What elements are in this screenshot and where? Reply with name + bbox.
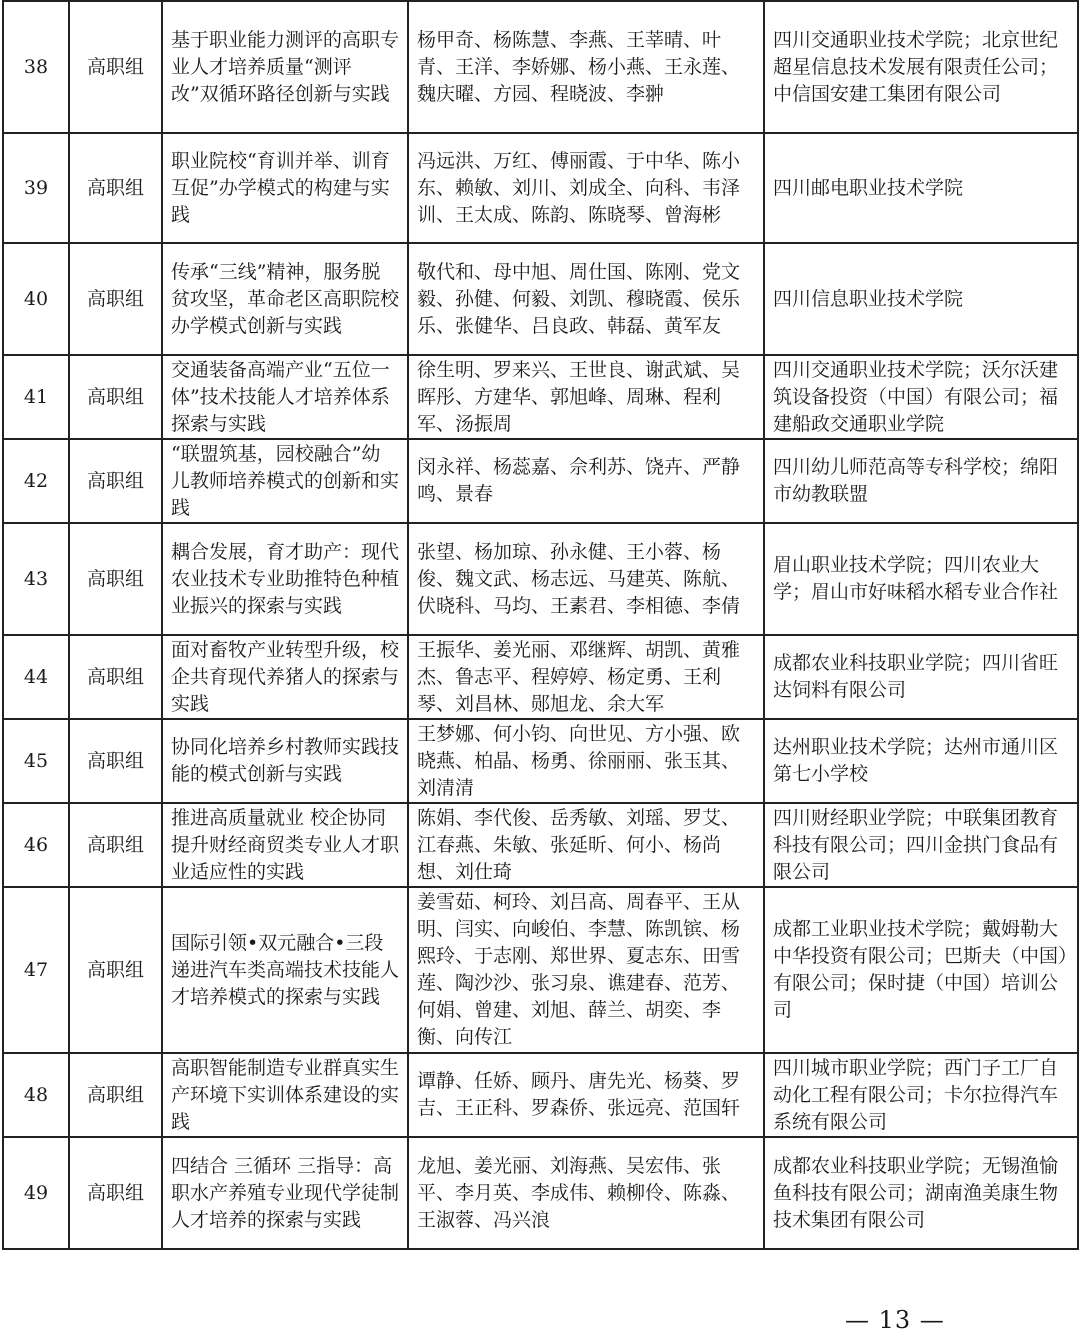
- table-row: [3, 439, 1078, 523]
- row-team-members: 冯远洪、万红、傅丽霞、于中华、陈小东、赖敏、刘川、刘成全、向科、韦泽训、王太成、陈韵、陈晓琴、曾海彬: [408, 133, 764, 243]
- row-organizations: 四川财经职业学院；中联集团教育科技有限公司；四川金拱门食品有限公司: [764, 803, 1078, 887]
- row-number: 49: [3, 1137, 69, 1249]
- row-group: 高职组: [69, 355, 162, 439]
- row-team-members: 杨甲奇、杨陈慧、李燕、王莘晴、叶青、王洋、李娇娜、杨小燕、王永莲、魏庆曜、方园、程晓波、李翀: [408, 1, 764, 133]
- row-project-title: 职业院校“育训并举、训育互促”办学模式的构建与实践: [162, 133, 408, 243]
- row-team-members: 王振华、姜光丽、邓继辉、胡凯、黄雅杰、鲁志平、程婷婷、杨定勇、王利琴、刘昌林、郧旭龙、余大军: [408, 635, 764, 719]
- row-number: 42: [3, 439, 69, 523]
- row-number: 43: [3, 523, 69, 635]
- row-project-title: 面对畜牧产业转型升级，校企共育现代养猪人的探索与实践: [162, 635, 408, 719]
- row-organizations: 成都工业职业技术学院；戴姆勒大中华投资有限公司；巴斯夫（中国）有限公司；保时捷（中国）培训公司: [764, 887, 1078, 1053]
- row-number: 47: [3, 887, 69, 1053]
- table-row: [3, 133, 1078, 243]
- table-row: [3, 243, 1078, 355]
- row-team-members: 闵永祥、杨蕊嘉、佘利苏、饶卉、严静鸣、景春: [408, 439, 764, 523]
- row-organizations: 四川邮电职业技术学院: [764, 133, 1078, 243]
- row-organizations: 四川幼儿师范高等专科学校；绵阳市幼教联盟: [764, 439, 1078, 523]
- row-number: 40: [3, 243, 69, 355]
- table-row: [3, 887, 1078, 1053]
- row-team-members: 龙旭、姜光丽、刘海燕、吴宏伟、张平、李月英、李成伟、赖柳伶、陈淼、王淑蓉、冯兴浪: [408, 1137, 764, 1249]
- row-number: 44: [3, 635, 69, 719]
- row-project-title: 四结合 三循环 三指导：高职水产养殖专业现代学徒制人才培养的探索与实践: [162, 1137, 408, 1249]
- row-group: 高职组: [69, 719, 162, 803]
- awards-table: [2, 0, 1079, 1250]
- row-team-members: 陈娟、李代俊、岳秀敏、刘瑶、罗艾、江春燕、朱敏、张延昕、何小、杨尚想、刘仕琦: [408, 803, 764, 887]
- table-row: [3, 803, 1078, 887]
- row-number: 48: [3, 1053, 69, 1137]
- row-team-members: 姜雪茹、柯玲、刘吕高、周春平、王从明、闫实、向峻伯、李慧、陈凯镔、杨熙玲、于志刚、郑世界、夏志东、田雪莲、陶沙沙、张习泉、谯建春、范芳、何娟、曾建、刘旭、薛兰、胡奕、李衡、向传江: [408, 887, 764, 1053]
- row-number: 39: [3, 133, 69, 243]
- row-group: 高职组: [69, 133, 162, 243]
- row-group: 高职组: [69, 1, 162, 133]
- row-team-members: 张望、杨加琼、孙永健、王小蓉、杨俊、魏文武、杨志远、马建英、陈航、伏晓科、马均、王素君、李相德、李倩: [408, 523, 764, 635]
- row-project-title: 推进高质量就业 校企协同提升财经商贸类专业人才职业适应性的实践: [162, 803, 408, 887]
- row-project-title: 交通装备高端产业“五位一体”技术技能人才培养体系探索与实践: [162, 355, 408, 439]
- row-group: 高职组: [69, 523, 162, 635]
- row-team-members: 谭静、任娇、顾丹、唐先光、杨葵、罗吉、王正科、罗森侨、张远亮、范国轩: [408, 1053, 764, 1137]
- row-team-members: 敬代和、母中旭、周仕国、陈刚、党文毅、孙健、何毅、刘凯、穆晓霞、侯乐乐、张健华、吕良政、韩磊、黄军友: [408, 243, 764, 355]
- row-organizations: 达州职业技术学院；达州市通川区第七小学校: [764, 719, 1078, 803]
- row-project-title: 传承“三线”精神，服务脱贫攻坚，革命老区高职院校办学模式创新与实践: [162, 243, 408, 355]
- table-row: [3, 1137, 1078, 1249]
- row-group: 高职组: [69, 635, 162, 719]
- table-row: [3, 1053, 1078, 1137]
- row-group: 高职组: [69, 1053, 162, 1137]
- row-project-title: 协同化培养乡村教师实践技能的模式创新与实践: [162, 719, 408, 803]
- row-group: 高职组: [69, 887, 162, 1053]
- row-organizations: 四川信息职业技术学院: [764, 243, 1078, 355]
- row-organizations: 四川交通职业技术学院；北京世纪超星信息技术发展有限责任公司；中信国安建工集团有限公司: [764, 1, 1078, 133]
- row-group: 高职组: [69, 803, 162, 887]
- row-number: 45: [3, 719, 69, 803]
- row-project-title: 基于职业能力测评的高职专业人才培养质量“测评改”双循环路径创新与实践: [162, 1, 408, 133]
- row-group: 高职组: [69, 243, 162, 355]
- row-organizations: 四川交通职业技术学院；沃尔沃建筑设备投资（中国）有限公司；福建船政交通职业学院: [764, 355, 1078, 439]
- row-number: 41: [3, 355, 69, 439]
- row-group: 高职组: [69, 439, 162, 523]
- row-project-title: “联盟筑基，园校融合”幼儿教师培养模式的创新和实践: [162, 439, 408, 523]
- row-project-title: 耦合发展，育才助产：现代农业技术专业助推特色种植业振兴的探索与实践: [162, 523, 408, 635]
- row-team-members: 王梦娜、何小钧、向世见、方小强、欧晓燕、柏晶、杨勇、徐丽丽、张玉其、刘清清: [408, 719, 764, 803]
- row-team-members: 徐生明、罗来兴、王世良、谢武斌、吴晖彤、方建华、郭旭峰、周琳、程利军、汤振周: [408, 355, 764, 439]
- row-group: 高职组: [69, 1137, 162, 1249]
- row-number: 38: [3, 1, 69, 133]
- table-row: [3, 1, 1078, 133]
- row-project-title: 高职智能制造专业群真实生产环境下实训体系建设的实践: [162, 1053, 408, 1137]
- table-row: [3, 635, 1078, 719]
- page-number: — 13 —: [845, 1306, 945, 1334]
- table-row: [3, 719, 1078, 803]
- row-organizations: 眉山职业技术学院；四川农业大学；眉山市好味稻水稻专业合作社: [764, 523, 1078, 635]
- table-row: [3, 355, 1078, 439]
- row-organizations: 四川城市职业学院；西门子工厂自动化工程有限公司；卡尔拉得汽车系统有限公司: [764, 1053, 1078, 1137]
- row-organizations: 成都农业科技职业学院；四川省旺达饲料有限公司: [764, 635, 1078, 719]
- row-organizations: 成都农业科技职业学院；无锡渔愉鱼科技有限公司；湖南渔美康生物技术集团有限公司: [764, 1137, 1078, 1249]
- table-row: [3, 523, 1078, 635]
- row-number: 46: [3, 803, 69, 887]
- row-project-title: 国际引领•双元融合•三段递进汽车类高端技术技能人才培养模式的探索与实践: [162, 887, 408, 1053]
